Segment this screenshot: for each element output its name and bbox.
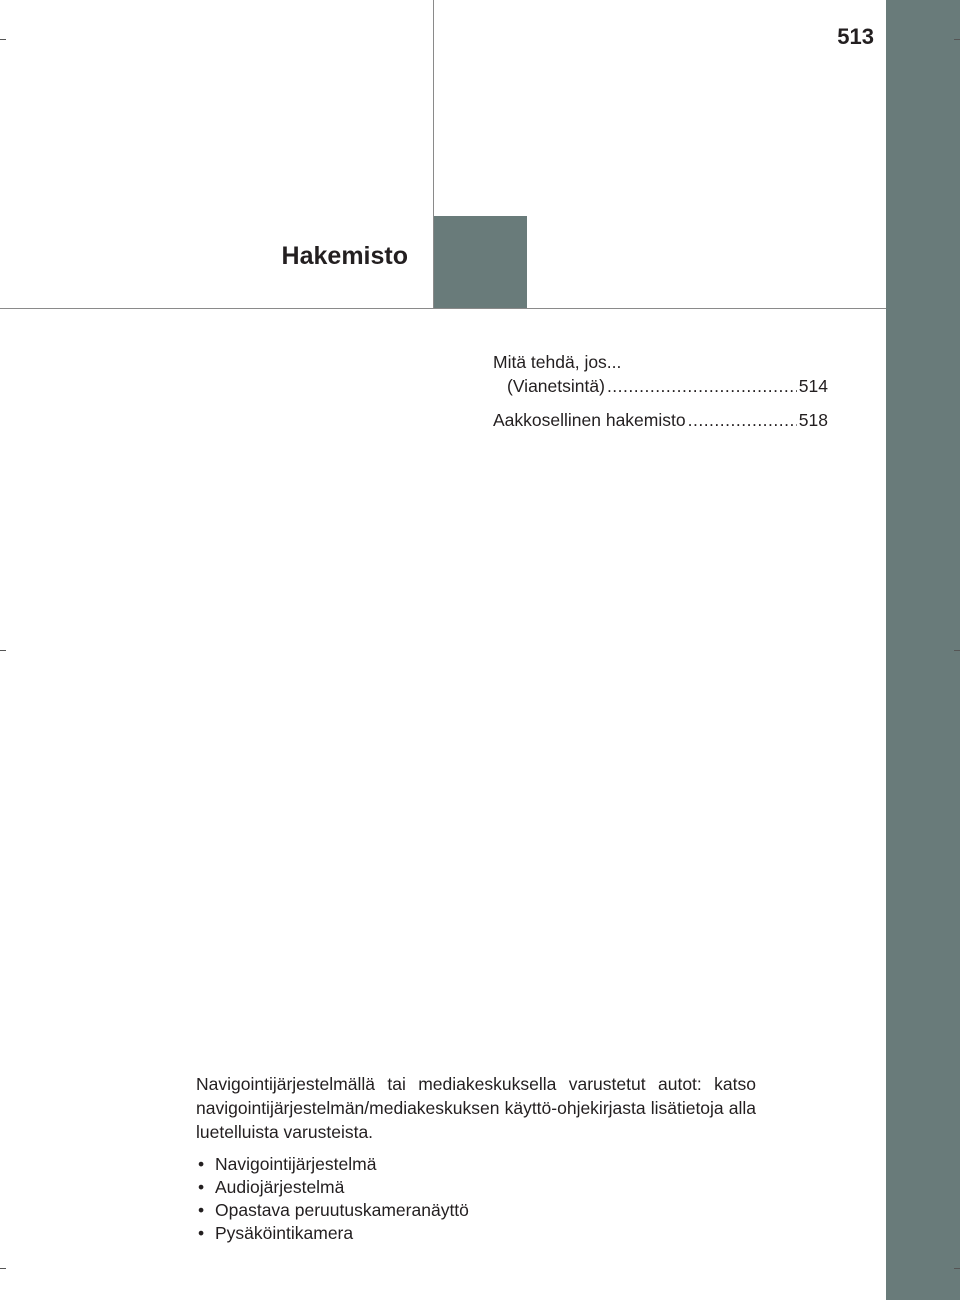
- crop-mark: [954, 39, 960, 40]
- bullet-icon: •: [198, 1223, 205, 1243]
- intro-paragraph: Navigointijärjestelmällä tai mediakeskuksella varustetut autot: katso navigointijärjestelmän/mediakeskuksen käyttö-ohjekirjasta lisätietoja alla luetelluista varusteista.: [196, 1074, 756, 1142]
- bullet-icon: •: [198, 1154, 205, 1174]
- right-side-band: [886, 0, 960, 1300]
- list-item: • Navigointijärjestelmä: [198, 1154, 377, 1174]
- bullet-icon: •: [198, 1177, 205, 1197]
- toc-entry-troubleshooting-line[interactable]: [493, 374, 828, 398]
- list-item: • Pysäköintikamera: [198, 1223, 354, 1243]
- bullet-icon: •: [198, 1200, 205, 1220]
- toc-entry-page: 514: [798, 376, 828, 396]
- toc-entry-label: Aakkosellinen hakemisto: [493, 410, 686, 430]
- header-horizontal-rule: [0, 308, 886, 309]
- toc-entry-sub-label: (Vianetsintä): [507, 376, 605, 396]
- toc-entry-label: Mitä tehdä, jos...: [493, 352, 622, 372]
- equipment-list: [196, 1153, 756, 1245]
- crop-mark: [0, 650, 6, 651]
- chapter-title: Hakemisto: [281, 242, 408, 270]
- toc-entry-troubleshooting[interactable]: [493, 350, 828, 374]
- toc-dot-leader: [607, 374, 797, 398]
- table-of-contents: [493, 350, 828, 432]
- toc-entry-page: 518: [798, 410, 828, 430]
- crop-mark: [0, 1268, 6, 1269]
- crop-mark: [0, 39, 6, 40]
- chapter-color-block: [434, 216, 527, 308]
- toc-entry-alphabetical-index[interactable]: [493, 408, 828, 432]
- list-item: • Opastava peruutuskameranäyttö: [198, 1200, 469, 1220]
- crop-mark: [954, 650, 960, 651]
- crop-mark: [954, 1268, 960, 1269]
- toc-dot-leader: [688, 408, 797, 432]
- list-item: • Audiojärjestelmä: [198, 1177, 345, 1197]
- page-number: 513: [837, 24, 874, 49]
